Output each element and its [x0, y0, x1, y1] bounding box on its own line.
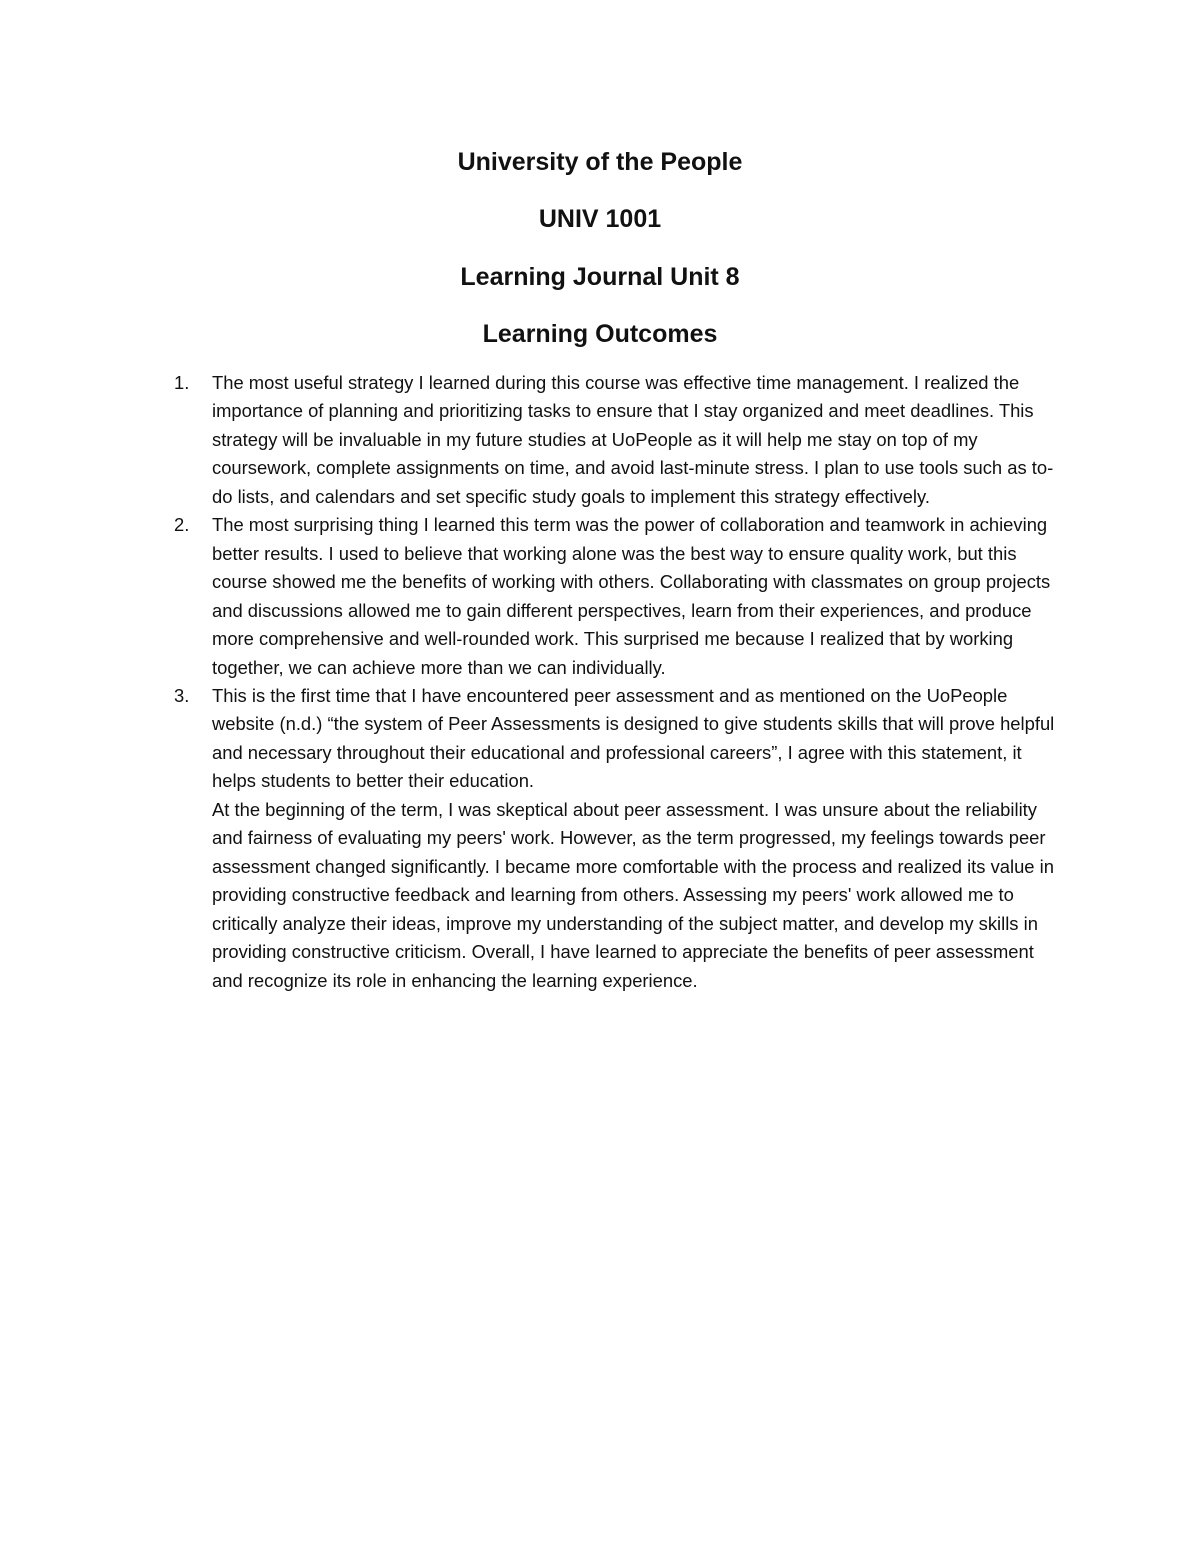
- item-number: 1.: [174, 372, 190, 393]
- section-title: Learning Outcomes: [482, 320, 718, 348]
- item-paragraph: This is the first time that I have encountered peer assessment and as mentioned on the UoPeople website (n.d.) “the system of Peer Assessments is designed to give students skills that will prove helpful and necessary throughout their educational and professional careers”, I agree with this statement, it helps students to better their education.: [212, 684, 1055, 792]
- assignment-title: Learning Journal Unit 8: [460, 263, 740, 291]
- item-number: 3.: [174, 684, 190, 706]
- list-item: [162, 369, 1062, 511]
- item-paragraph: The most useful strategy I learned during this course was effective time management. I realized the importance of planning and prioritizing tasks to ensure that I stay organized and meet deadlines. This strategy will be invaluable in my future studies at UoPeople as it will help me stay on top of my coursework, complete assignments on time, and avoid last-minute stress. I plan to use tools such as to-do lists, and calendars and set specific study goals to implement this strategy effectively.: [212, 372, 1054, 507]
- outcomes-list: [162, 369, 1062, 995]
- course-code: UNIV 1001: [538, 205, 662, 233]
- item-number: 2.: [174, 514, 190, 536]
- item-paragraph: The most surprising thing I learned this term was the power of collaboration and teamwork in achieving better results. I used to believe that working alone was the best way to ensure quality work, but this course showed me the benefits of working with others. Collaborating with classmates on group projects and discussions allowed me to gain different perspectives, learn from their experiences, and produce more comprehensive and well-rounded work. This surprised me because I realized that by working together, we can achieve more than we can individually.: [212, 514, 1051, 678]
- item-paragraph: At the beginning of the term, I was skeptical about peer assessment. I was unsure about the reliability and fairness of evaluating my peers' work. However, as the term progressed, my feelings towards peer assessment changed significantly. I became more comfortable with the process and realized its value in providing constructive feedback and learning from others. Assessing my peers' work allowed me to critically analyze their ideas, improve my understanding of the subject matter, and develop my skills in providing constructive criticism. Overall, I have learned to appreciate the benefits of peer assessment and recognize its role in enhancing the learning experience.: [212, 798, 1054, 991]
- list-item: [162, 511, 1062, 682]
- list-item: [162, 682, 1062, 995]
- institution-title: University of the People: [457, 148, 743, 176]
